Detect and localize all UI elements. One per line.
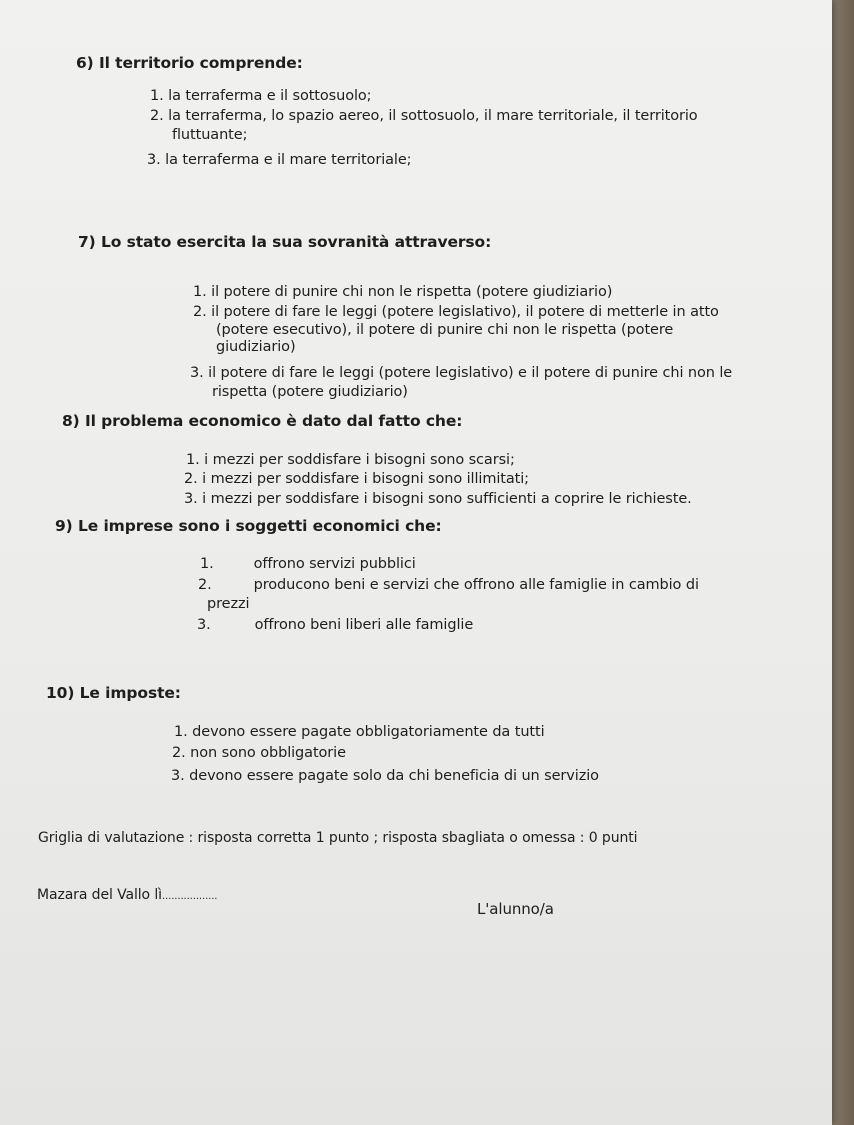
q7-option-3: 3. il potere di fare le leggi (potere legislativo) e il potere di punire chi non le	[190, 365, 733, 381]
grading-note: Griglia di valutazione : risposta corretta 1 punto ; risposta sbagliata o omessa : 0 punti	[38, 830, 638, 846]
q9-option-2-cont: prezzi	[207, 596, 250, 612]
q10-option-3: 3. devono essere pagate solo da chi beneficia di un servizio	[171, 768, 599, 784]
question-6-title: 6) Il territorio comprende:	[76, 54, 303, 72]
q10-option-2: 2. non sono obbligatorie	[172, 745, 346, 761]
student-signature-label: L'alunno/a	[477, 900, 554, 918]
q8-option-3: 3. i mezzi per soddisfare i bisogni sono sufficienti a coprire le richieste.	[184, 491, 692, 507]
question-7-title: 7) Lo stato esercita la sua sovranità attraverso:	[78, 233, 492, 251]
q9-option-2: 2. producono beni e servizi che offrono alle famiglie in cambio di	[198, 577, 699, 593]
question-10-title: 10) Le imposte:	[46, 684, 181, 702]
q6-option-2-cont: fluttuante;	[172, 127, 248, 143]
q7-option-1: 1. il potere di punire chi non le rispetta (potere giudiziario)	[193, 284, 613, 300]
q7-option-2: 2. il potere di fare le leggi (potere legislativo), il potere di metterle in atto	[193, 304, 719, 320]
question-8-title: 8) Il problema economico è dato dal fatto che:	[62, 412, 463, 430]
q7-option-2-cont-2: giudiziario)	[216, 339, 296, 355]
q6-option-3: 3. la terraferma e il mare territoriale;	[147, 152, 412, 168]
place-date-line: Mazara del Vallo lì..................	[37, 887, 218, 903]
q10-option-1: 1. devono essere pagate obbligatoriamente da tutti	[174, 724, 545, 740]
q9-option-1: 1. offrono servizi pubblici	[200, 556, 416, 572]
q8-option-1: 1. i mezzi per soddisfare i bisogni sono scarsi;	[186, 452, 515, 468]
q7-option-3-cont: rispetta (potere giudiziario)	[212, 384, 408, 400]
q7-option-2-cont-1: (potere esecutivo), il potere di punire chi non le rispetta (potere	[216, 322, 674, 338]
q6-option-2: 2. la terraferma, lo spazio aereo, il sottosuolo, il mare territoriale, il territorio	[150, 108, 698, 124]
question-9-title: 9) Le imprese sono i soggetti economici che:	[55, 517, 442, 535]
q8-option-2: 2. i mezzi per soddisfare i bisogni sono illimitati;	[184, 471, 529, 487]
q9-option-3: 3. offrono beni liberi alle famiglie	[197, 617, 474, 633]
q6-option-1: 1. la terraferma e il sottosuolo;	[150, 88, 372, 104]
